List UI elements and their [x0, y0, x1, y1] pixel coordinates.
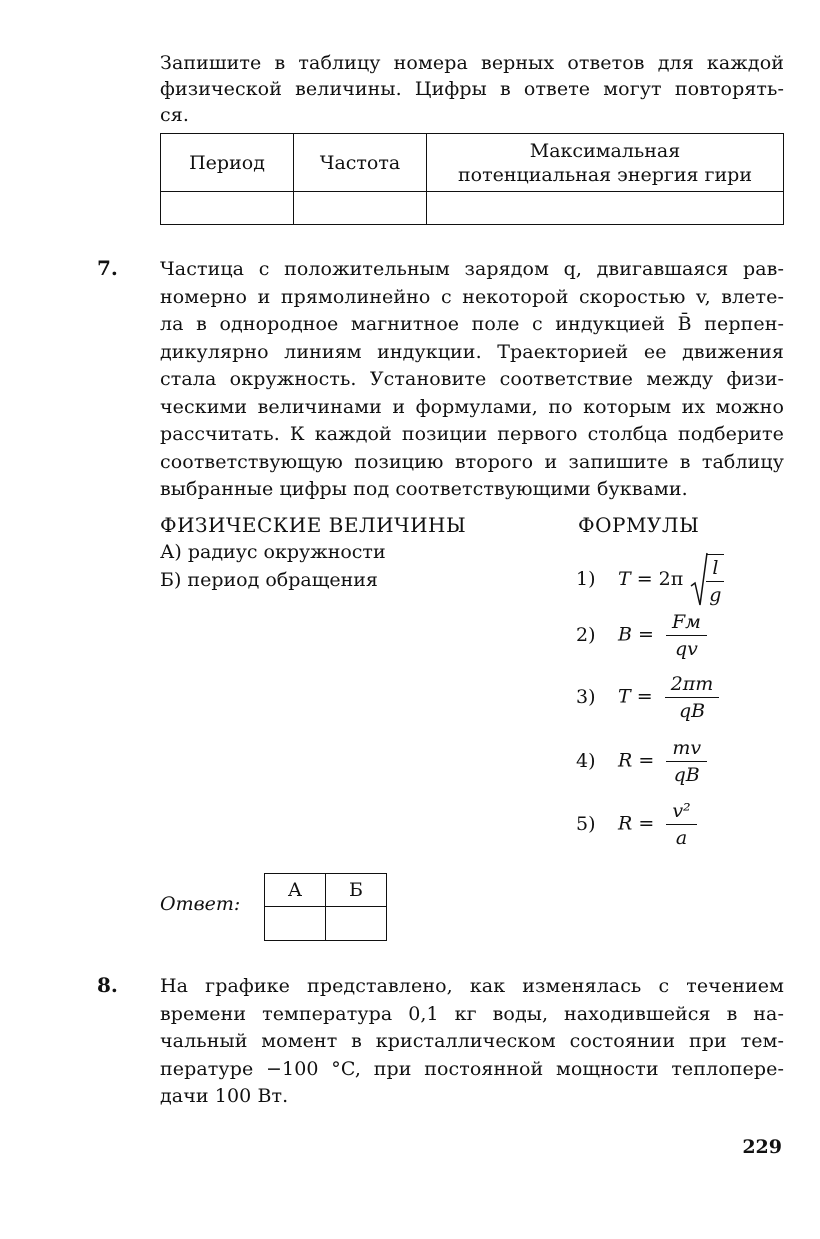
task7-line: выбранные цифры под соответствующими буквами. — [160, 478, 688, 500]
task8-text — [160, 973, 784, 1111]
header-period: Период — [161, 134, 294, 192]
answer-cell-b[interactable] — [326, 907, 387, 941]
answer-label: Ответ: — [160, 893, 241, 915]
denominator: qv — [675, 638, 698, 660]
formula-label: 5) — [576, 812, 596, 835]
formula-2 — [576, 611, 707, 660]
answer-header-b: Б — [326, 874, 387, 907]
quantity-radius: А) радиус окружности — [160, 541, 386, 563]
column-title-formulas: ФОРМУЛЫ — [578, 513, 700, 537]
intro-paragraph — [160, 50, 784, 128]
formula-lhs: T — [618, 568, 631, 590]
formula-eq: = 2π — [630, 568, 684, 590]
task7-text — [160, 256, 784, 504]
header-max-energy-line2: потенциальная энергия гири — [458, 163, 752, 186]
task7-line: соответствующую позицию второго и запишите в таблицу — [160, 450, 784, 473]
formula-eq: = — [630, 685, 653, 708]
quantity-period: Б) период обращения — [160, 569, 378, 591]
formula-label: 4) — [576, 749, 596, 772]
task7-line: номерно и прямолинейно с некоторой скоростью v, влете- — [160, 285, 784, 308]
formula-lhs: B — [618, 623, 632, 646]
radical-fraction — [706, 554, 724, 606]
formula-eq: = — [632, 812, 655, 835]
formula-label: 3) — [576, 685, 596, 708]
formula-label: 1) — [576, 568, 596, 590]
task-number: 8. — [97, 973, 118, 997]
answer-cell-period[interactable] — [161, 192, 294, 225]
task7-line: Частица с положительным зарядом q, двигавшаяся рав- — [160, 258, 784, 280]
formula-3 — [576, 673, 719, 722]
answer-cell-energy[interactable] — [427, 192, 784, 225]
page-number: 229 — [742, 1136, 782, 1158]
intro-line: ся. — [160, 104, 189, 126]
formula-4 — [576, 737, 707, 786]
task7-line: стала окружность. Установите соответствие между физи- — [160, 368, 784, 390]
task7-line: ла в однородное магнитное поле с индукцией B̄ перпен- — [160, 313, 784, 335]
header-frequency: Частота — [294, 134, 427, 192]
fraction — [666, 800, 696, 849]
task7-line: рассчитать. К каждой позиции первого столбца подберите — [160, 423, 784, 445]
formula-lhs: R — [618, 749, 633, 772]
denominator: a — [675, 827, 688, 849]
header-max-energy — [427, 134, 784, 192]
formula-1 — [576, 552, 724, 608]
numerator: Fм — [666, 611, 707, 636]
radical-denominator: g — [709, 584, 722, 606]
formula-lhs: R — [618, 812, 633, 835]
answer-cell-a[interactable] — [265, 907, 326, 941]
task8-line: чальный момент в кристаллическом состоянии при тем- — [160, 1030, 784, 1052]
fraction — [666, 737, 707, 786]
task8-line: дачи 100 Вт. — [160, 1085, 289, 1107]
numerator: v² — [666, 800, 696, 825]
intro-line: физической величины. Цифры в ответе могут повторять- — [160, 78, 784, 100]
denominator: qB — [678, 700, 706, 722]
intro-line: Запишите в таблицу номера верных ответов для каждой — [160, 52, 784, 74]
numerator: 2πm — [665, 673, 720, 698]
column-title-quantities: ФИЗИЧЕСКИЕ ВЕЛИЧИНЫ — [160, 513, 467, 537]
formula-lhs: T — [618, 685, 631, 708]
task7-line: дикулярно линиям индукции. Траекторией ее движения — [160, 340, 784, 363]
task8-line: пературе −100 °C, при постоянной мощности теплопере- — [160, 1057, 784, 1080]
task8-line: На графике представлено, как изменялась с течением — [160, 975, 784, 997]
answer-table-previous — [160, 133, 784, 225]
radical-numerator: l — [706, 557, 724, 582]
denominator: qB — [673, 764, 700, 786]
header-max-energy-line1: Максимальная — [529, 139, 681, 162]
fraction — [666, 611, 707, 660]
formula-eq: = — [632, 749, 655, 772]
formula-label: 2) — [576, 623, 596, 646]
answer-cell-frequency[interactable] — [294, 192, 427, 225]
task7-line: ческими величинами и формулами, по которым их можно — [160, 395, 784, 418]
fraction — [665, 673, 720, 722]
task-number: 7. — [97, 256, 118, 280]
answer-header-a: А — [265, 874, 326, 907]
answer-table-task7 — [264, 873, 387, 941]
numerator: mv — [666, 737, 707, 762]
formula-eq: = — [631, 623, 654, 646]
formula-5 — [576, 800, 697, 849]
task8-line: времени температура 0,1 кг воды, находившейся в на- — [160, 1002, 784, 1025]
